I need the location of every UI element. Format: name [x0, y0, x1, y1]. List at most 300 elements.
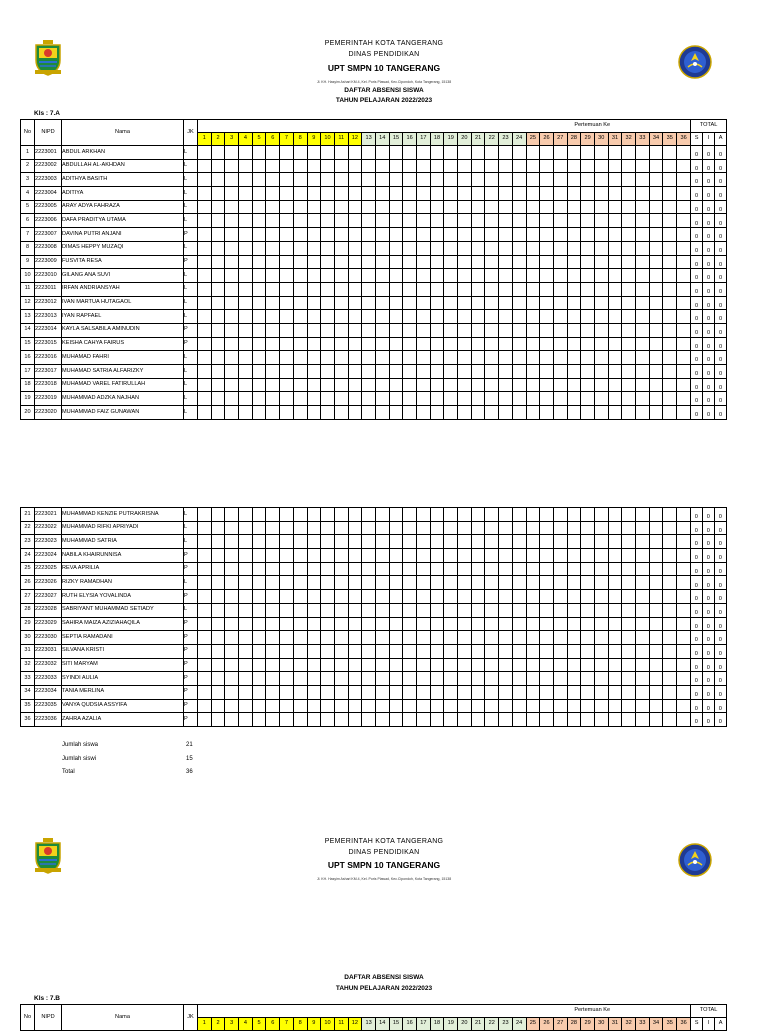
attendance-cell[interactable]: [540, 603, 554, 617]
attendance-cell[interactable]: [636, 337, 650, 351]
attendance-cell[interactable]: [321, 392, 335, 406]
attendance-cell[interactable]: [225, 323, 239, 337]
attendance-cell[interactable]: [444, 269, 458, 283]
attendance-cell[interactable]: [594, 672, 608, 686]
attendance-cell[interactable]: [540, 337, 554, 351]
attendance-cell[interactable]: [211, 173, 225, 187]
attendance-cell[interactable]: [403, 323, 417, 337]
attendance-cell[interactable]: [499, 187, 513, 201]
attendance-cell[interactable]: [403, 631, 417, 645]
attendance-cell[interactable]: [417, 658, 431, 672]
attendance-cell[interactable]: [321, 378, 335, 392]
attendance-cell[interactable]: [526, 562, 540, 576]
attendance-cell[interactable]: [266, 337, 280, 351]
attendance-cell[interactable]: [225, 269, 239, 283]
attendance-cell[interactable]: [649, 590, 663, 604]
attendance-cell[interactable]: [293, 576, 307, 590]
attendance-cell[interactable]: [553, 406, 567, 420]
attendance-cell[interactable]: [622, 323, 636, 337]
attendance-cell[interactable]: [252, 159, 266, 173]
attendance-cell[interactable]: [362, 255, 376, 269]
attendance-cell[interactable]: [444, 323, 458, 337]
attendance-cell[interactable]: [608, 699, 622, 713]
attendance-cell[interactable]: [526, 535, 540, 549]
attendance-cell[interactable]: [663, 631, 677, 645]
attendance-cell[interactable]: [225, 672, 239, 686]
attendance-cell[interactable]: [581, 631, 595, 645]
attendance-cell[interactable]: [567, 187, 581, 201]
attendance-cell[interactable]: [321, 241, 335, 255]
attendance-cell[interactable]: [307, 241, 321, 255]
attendance-cell[interactable]: [458, 658, 472, 672]
attendance-cell[interactable]: [677, 337, 691, 351]
attendance-cell[interactable]: [389, 173, 403, 187]
attendance-cell[interactable]: [636, 535, 650, 549]
attendance-cell[interactable]: [622, 228, 636, 242]
attendance-cell[interactable]: [553, 269, 567, 283]
attendance-cell[interactable]: [485, 351, 499, 365]
attendance-cell[interactable]: [403, 562, 417, 576]
attendance-cell[interactable]: [321, 535, 335, 549]
attendance-cell[interactable]: [512, 310, 526, 324]
attendance-cell[interactable]: [252, 337, 266, 351]
attendance-cell[interactable]: [677, 535, 691, 549]
attendance-cell[interactable]: [526, 617, 540, 631]
attendance-cell[interactable]: [512, 187, 526, 201]
attendance-cell[interactable]: [581, 521, 595, 535]
attendance-cell[interactable]: [417, 146, 431, 160]
attendance-cell[interactable]: [608, 549, 622, 563]
attendance-cell[interactable]: [252, 713, 266, 727]
attendance-cell[interactable]: [417, 351, 431, 365]
attendance-cell[interactable]: [280, 241, 294, 255]
attendance-cell[interactable]: [526, 365, 540, 379]
attendance-cell[interactable]: [280, 685, 294, 699]
attendance-cell[interactable]: [430, 406, 444, 420]
attendance-cell[interactable]: [211, 337, 225, 351]
attendance-cell[interactable]: [553, 351, 567, 365]
attendance-cell[interactable]: [266, 392, 280, 406]
attendance-cell[interactable]: [553, 282, 567, 296]
attendance-cell[interactable]: [553, 644, 567, 658]
attendance-cell[interactable]: [553, 214, 567, 228]
attendance-cell[interactable]: [252, 508, 266, 522]
attendance-cell[interactable]: [499, 255, 513, 269]
attendance-cell[interactable]: [225, 378, 239, 392]
attendance-cell[interactable]: [622, 282, 636, 296]
attendance-cell[interactable]: [540, 672, 554, 686]
attendance-cell[interactable]: [417, 187, 431, 201]
attendance-cell[interactable]: [293, 590, 307, 604]
attendance-cell[interactable]: [375, 228, 389, 242]
attendance-cell[interactable]: [540, 590, 554, 604]
attendance-cell[interactable]: [334, 200, 348, 214]
attendance-cell[interactable]: [211, 269, 225, 283]
attendance-cell[interactable]: [266, 549, 280, 563]
attendance-cell[interactable]: [375, 549, 389, 563]
attendance-cell[interactable]: [225, 282, 239, 296]
attendance-cell[interactable]: [581, 562, 595, 576]
attendance-cell[interactable]: [389, 351, 403, 365]
attendance-cell[interactable]: [198, 562, 212, 576]
attendance-cell[interactable]: [444, 590, 458, 604]
attendance-cell[interactable]: [622, 535, 636, 549]
attendance-cell[interactable]: [375, 255, 389, 269]
attendance-cell[interactable]: [553, 159, 567, 173]
attendance-cell[interactable]: [499, 282, 513, 296]
attendance-cell[interactable]: [211, 241, 225, 255]
attendance-cell[interactable]: [211, 535, 225, 549]
attendance-cell[interactable]: [198, 672, 212, 686]
attendance-cell[interactable]: [581, 214, 595, 228]
attendance-cell[interactable]: [321, 644, 335, 658]
attendance-cell[interactable]: [348, 699, 362, 713]
attendance-cell[interactable]: [389, 521, 403, 535]
attendance-cell[interactable]: [362, 296, 376, 310]
attendance-cell[interactable]: [649, 159, 663, 173]
attendance-cell[interactable]: [252, 631, 266, 645]
attendance-cell[interactable]: [239, 228, 253, 242]
attendance-cell[interactable]: [348, 562, 362, 576]
attendance-cell[interactable]: [458, 617, 472, 631]
attendance-cell[interactable]: [375, 713, 389, 727]
attendance-cell[interactable]: [417, 200, 431, 214]
attendance-cell[interactable]: [649, 214, 663, 228]
attendance-cell[interactable]: [499, 337, 513, 351]
attendance-cell[interactable]: [307, 685, 321, 699]
attendance-cell[interactable]: [594, 214, 608, 228]
attendance-cell[interactable]: [567, 535, 581, 549]
attendance-cell[interactable]: [649, 658, 663, 672]
attendance-cell[interactable]: [266, 282, 280, 296]
attendance-cell[interactable]: [211, 282, 225, 296]
attendance-cell[interactable]: [526, 576, 540, 590]
attendance-cell[interactable]: [444, 310, 458, 324]
attendance-cell[interactable]: [649, 713, 663, 727]
attendance-cell[interactable]: [608, 269, 622, 283]
attendance-cell[interactable]: [417, 617, 431, 631]
attendance-cell[interactable]: [594, 713, 608, 727]
attendance-cell[interactable]: [321, 713, 335, 727]
attendance-cell[interactable]: [266, 672, 280, 686]
attendance-cell[interactable]: [458, 214, 472, 228]
attendance-cell[interactable]: [389, 603, 403, 617]
attendance-cell[interactable]: [471, 351, 485, 365]
attendance-cell[interactable]: [198, 685, 212, 699]
attendance-cell[interactable]: [499, 159, 513, 173]
attendance-cell[interactable]: [649, 255, 663, 269]
attendance-cell[interactable]: [362, 631, 376, 645]
attendance-cell[interactable]: [266, 269, 280, 283]
attendance-cell[interactable]: [458, 699, 472, 713]
attendance-cell[interactable]: [485, 282, 499, 296]
attendance-cell[interactable]: [293, 508, 307, 522]
attendance-cell[interactable]: [540, 228, 554, 242]
attendance-cell[interactable]: [225, 699, 239, 713]
attendance-cell[interactable]: [649, 576, 663, 590]
attendance-cell[interactable]: [594, 173, 608, 187]
attendance-cell[interactable]: [512, 535, 526, 549]
attendance-cell[interactable]: [458, 255, 472, 269]
attendance-cell[interactable]: [649, 378, 663, 392]
attendance-cell[interactable]: [567, 378, 581, 392]
attendance-cell[interactable]: [430, 351, 444, 365]
attendance-cell[interactable]: [526, 603, 540, 617]
attendance-cell[interactable]: [307, 173, 321, 187]
attendance-cell[interactable]: [280, 337, 294, 351]
attendance-cell[interactable]: [649, 631, 663, 645]
attendance-cell[interactable]: [663, 549, 677, 563]
attendance-cell[interactable]: [444, 378, 458, 392]
attendance-cell[interactable]: [663, 241, 677, 255]
attendance-cell[interactable]: [211, 365, 225, 379]
attendance-cell[interactable]: [225, 549, 239, 563]
attendance-cell[interactable]: [499, 685, 513, 699]
attendance-cell[interactable]: [334, 521, 348, 535]
attendance-cell[interactable]: [389, 658, 403, 672]
attendance-cell[interactable]: [567, 241, 581, 255]
attendance-cell[interactable]: [417, 214, 431, 228]
attendance-cell[interactable]: [239, 699, 253, 713]
attendance-cell[interactable]: [321, 200, 335, 214]
attendance-cell[interactable]: [499, 406, 513, 420]
attendance-cell[interactable]: [471, 549, 485, 563]
attendance-cell[interactable]: [526, 241, 540, 255]
attendance-cell[interactable]: [594, 187, 608, 201]
attendance-cell[interactable]: [252, 200, 266, 214]
attendance-cell[interactable]: [280, 228, 294, 242]
attendance-cell[interactable]: [334, 590, 348, 604]
attendance-cell[interactable]: [252, 310, 266, 324]
attendance-cell[interactable]: [622, 365, 636, 379]
attendance-cell[interactable]: [198, 549, 212, 563]
attendance-cell[interactable]: [280, 146, 294, 160]
attendance-cell[interactable]: [198, 617, 212, 631]
attendance-cell[interactable]: [594, 617, 608, 631]
attendance-cell[interactable]: [471, 644, 485, 658]
attendance-cell[interactable]: [567, 521, 581, 535]
attendance-cell[interactable]: [375, 535, 389, 549]
attendance-cell[interactable]: [375, 351, 389, 365]
attendance-cell[interactable]: [307, 146, 321, 160]
attendance-cell[interactable]: [512, 323, 526, 337]
attendance-cell[interactable]: [389, 365, 403, 379]
attendance-cell[interactable]: [307, 296, 321, 310]
attendance-cell[interactable]: [499, 508, 513, 522]
attendance-cell[interactable]: [211, 323, 225, 337]
attendance-cell[interactable]: [239, 159, 253, 173]
attendance-cell[interactable]: [567, 269, 581, 283]
attendance-cell[interactable]: [649, 310, 663, 324]
attendance-cell[interactable]: [211, 378, 225, 392]
attendance-cell[interactable]: [430, 631, 444, 645]
attendance-cell[interactable]: [567, 672, 581, 686]
attendance-cell[interactable]: [348, 187, 362, 201]
attendance-cell[interactable]: [348, 521, 362, 535]
attendance-cell[interactable]: [540, 159, 554, 173]
attendance-cell[interactable]: [471, 685, 485, 699]
attendance-cell[interactable]: [581, 508, 595, 522]
attendance-cell[interactable]: [362, 173, 376, 187]
attendance-cell[interactable]: [389, 617, 403, 631]
attendance-cell[interactable]: [581, 392, 595, 406]
attendance-cell[interactable]: [444, 521, 458, 535]
attendance-cell[interactable]: [389, 187, 403, 201]
attendance-cell[interactable]: [485, 576, 499, 590]
attendance-cell[interactable]: [430, 713, 444, 727]
attendance-cell[interactable]: [649, 508, 663, 522]
attendance-cell[interactable]: [677, 699, 691, 713]
attendance-cell[interactable]: [198, 699, 212, 713]
attendance-cell[interactable]: [512, 269, 526, 283]
attendance-cell[interactable]: [444, 392, 458, 406]
attendance-cell[interactable]: [198, 159, 212, 173]
attendance-cell[interactable]: [252, 296, 266, 310]
attendance-cell[interactable]: [225, 214, 239, 228]
attendance-cell[interactable]: [512, 508, 526, 522]
attendance-cell[interactable]: [499, 713, 513, 727]
attendance-cell[interactable]: [334, 337, 348, 351]
attendance-cell[interactable]: [239, 631, 253, 645]
attendance-cell[interactable]: [622, 337, 636, 351]
attendance-cell[interactable]: [430, 269, 444, 283]
attendance-cell[interactable]: [430, 685, 444, 699]
attendance-cell[interactable]: [198, 508, 212, 522]
attendance-cell[interactable]: [567, 590, 581, 604]
attendance-cell[interactable]: [512, 617, 526, 631]
attendance-cell[interactable]: [526, 173, 540, 187]
attendance-cell[interactable]: [444, 365, 458, 379]
attendance-cell[interactable]: [512, 521, 526, 535]
attendance-cell[interactable]: [362, 644, 376, 658]
attendance-cell[interactable]: [293, 406, 307, 420]
attendance-cell[interactable]: [239, 282, 253, 296]
attendance-cell[interactable]: [293, 365, 307, 379]
attendance-cell[interactable]: [266, 406, 280, 420]
attendance-cell[interactable]: [581, 351, 595, 365]
attendance-cell[interactable]: [608, 535, 622, 549]
attendance-cell[interactable]: [471, 146, 485, 160]
attendance-cell[interactable]: [362, 576, 376, 590]
attendance-cell[interactable]: [512, 713, 526, 727]
attendance-cell[interactable]: [540, 269, 554, 283]
attendance-cell[interactable]: [608, 392, 622, 406]
attendance-cell[interactable]: [362, 549, 376, 563]
attendance-cell[interactable]: [334, 644, 348, 658]
attendance-cell[interactable]: [225, 392, 239, 406]
attendance-cell[interactable]: [280, 590, 294, 604]
attendance-cell[interactable]: [348, 146, 362, 160]
attendance-cell[interactable]: [211, 310, 225, 324]
attendance-cell[interactable]: [636, 392, 650, 406]
attendance-cell[interactable]: [512, 672, 526, 686]
attendance-cell[interactable]: [211, 392, 225, 406]
attendance-cell[interactable]: [321, 406, 335, 420]
attendance-cell[interactable]: [444, 658, 458, 672]
attendance-cell[interactable]: [348, 282, 362, 296]
attendance-cell[interactable]: [649, 173, 663, 187]
attendance-cell[interactable]: [594, 521, 608, 535]
attendance-cell[interactable]: [540, 282, 554, 296]
attendance-cell[interactable]: [403, 685, 417, 699]
attendance-cell[interactable]: [321, 521, 335, 535]
attendance-cell[interactable]: [293, 672, 307, 686]
attendance-cell[interactable]: [430, 658, 444, 672]
attendance-cell[interactable]: [348, 378, 362, 392]
attendance-cell[interactable]: [334, 617, 348, 631]
attendance-cell[interactable]: [581, 378, 595, 392]
attendance-cell[interactable]: [225, 644, 239, 658]
attendance-cell[interactable]: [334, 631, 348, 645]
attendance-cell[interactable]: [608, 282, 622, 296]
attendance-cell[interactable]: [198, 337, 212, 351]
attendance-cell[interactable]: [471, 617, 485, 631]
attendance-cell[interactable]: [581, 296, 595, 310]
attendance-cell[interactable]: [389, 392, 403, 406]
attendance-cell[interactable]: [649, 241, 663, 255]
attendance-cell[interactable]: [636, 351, 650, 365]
attendance-cell[interactable]: [389, 282, 403, 296]
attendance-cell[interactable]: [403, 173, 417, 187]
attendance-cell[interactable]: [540, 685, 554, 699]
attendance-cell[interactable]: [239, 173, 253, 187]
attendance-cell[interactable]: [512, 549, 526, 563]
attendance-cell[interactable]: [293, 392, 307, 406]
attendance-cell[interactable]: [211, 617, 225, 631]
attendance-cell[interactable]: [293, 685, 307, 699]
attendance-cell[interactable]: [526, 310, 540, 324]
attendance-cell[interactable]: [239, 214, 253, 228]
attendance-cell[interactable]: [677, 521, 691, 535]
attendance-cell[interactable]: [485, 159, 499, 173]
attendance-cell[interactable]: [266, 241, 280, 255]
attendance-cell[interactable]: [239, 644, 253, 658]
attendance-cell[interactable]: [636, 508, 650, 522]
attendance-cell[interactable]: [389, 269, 403, 283]
attendance-cell[interactable]: [581, 644, 595, 658]
attendance-cell[interactable]: [225, 173, 239, 187]
attendance-cell[interactable]: [622, 406, 636, 420]
attendance-cell[interactable]: [471, 173, 485, 187]
attendance-cell[interactable]: [485, 521, 499, 535]
attendance-cell[interactable]: [458, 310, 472, 324]
attendance-cell[interactable]: [663, 378, 677, 392]
attendance-cell[interactable]: [485, 549, 499, 563]
attendance-cell[interactable]: [663, 282, 677, 296]
attendance-cell[interactable]: [375, 282, 389, 296]
attendance-cell[interactable]: [526, 521, 540, 535]
attendance-cell[interactable]: [622, 146, 636, 160]
attendance-cell[interactable]: [430, 200, 444, 214]
attendance-cell[interactable]: [458, 562, 472, 576]
attendance-cell[interactable]: [252, 269, 266, 283]
attendance-cell[interactable]: [211, 521, 225, 535]
attendance-cell[interactable]: [594, 310, 608, 324]
attendance-cell[interactable]: [198, 187, 212, 201]
attendance-cell[interactable]: [594, 351, 608, 365]
attendance-cell[interactable]: [485, 590, 499, 604]
attendance-cell[interactable]: [362, 146, 376, 160]
attendance-cell[interactable]: [663, 146, 677, 160]
attendance-cell[interactable]: [471, 590, 485, 604]
attendance-cell[interactable]: [362, 269, 376, 283]
attendance-cell[interactable]: [649, 406, 663, 420]
attendance-cell[interactable]: [239, 549, 253, 563]
attendance-cell[interactable]: [293, 187, 307, 201]
attendance-cell[interactable]: [266, 603, 280, 617]
attendance-cell[interactable]: [581, 590, 595, 604]
attendance-cell[interactable]: [321, 658, 335, 672]
